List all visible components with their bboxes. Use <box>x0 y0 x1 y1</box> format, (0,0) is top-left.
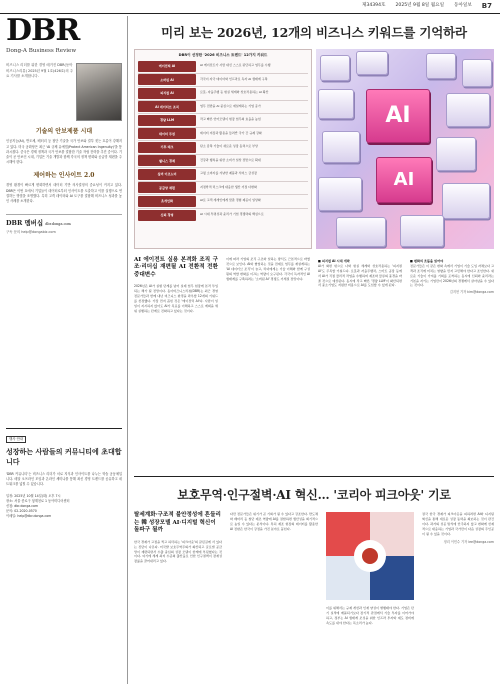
keyword-description: AI 에이전트가 사람 대신 스스로 판단하고 업무를 수행 <box>200 63 271 68</box>
keyword-description: 지정학적 리스크에 대응한 생산 거점 다변화 <box>200 184 257 189</box>
keyword-description: AI로 고객 개개인에게 맞춘 경험 제공이 일상화 <box>200 198 261 203</box>
sidebar-heading-1: 기술의 안보제품 시대 <box>35 128 93 136</box>
article-2-body <box>134 512 494 626</box>
article-1-column <box>410 257 494 314</box>
article-1-column <box>226 257 310 314</box>
newspaper-name: 동아일보 <box>454 3 472 9</box>
event-notice <box>6 436 122 519</box>
keyword-name: AI 네이티브 조직 <box>138 101 196 112</box>
keyboard-key <box>322 131 360 163</box>
ai-key <box>376 157 432 203</box>
dbr-membership-box <box>6 214 122 235</box>
column-text: 2026년은 AI가 실험 단계를 넘어 실제 업무 현장에 본격 투입되는 해가 될 전망이다. 동아비즈니스리뷰(DBR)는 최근 경영 전문가들과 함께 내년 비즈니스 환경을 좌우할 12개의 키워드를 선정했다. 가장 먼저 꼽힌 것은 '에이전틱 AI'다. 사람이 일일이 지시하지 않아도 AI가 목표를 이해하고 스스로 계획을 세워 실행하는 단계로 진화하고 있다는 것이다. <box>134 284 218 314</box>
ai-key-label: AI <box>385 102 411 128</box>
article-1-column <box>134 257 218 314</box>
keyword-row <box>138 195 308 209</box>
keyboard-key <box>336 217 386 247</box>
keyword-name: 에이전틱 AI <box>138 61 196 72</box>
ai-key-label: AI <box>393 168 415 190</box>
keyword-name: 공급망 재편 <box>138 182 196 193</box>
event-section-label: 행사 안내 <box>6 436 26 443</box>
keyword-name: 웰니스 경제 <box>138 155 196 166</box>
article-2-title: 보호무역·인구절벽·AI 혁신… '코리아 피크아웃' 기로 <box>177 488 451 502</box>
keyword-table <box>134 49 312 249</box>
keyword-name: 소버린 AI <box>138 74 196 85</box>
keyword-row <box>138 141 308 155</box>
subheading: ■ 변화의 흐름을 읽어야 <box>410 258 444 263</box>
keyword-name: 데이터 주권 <box>138 128 196 139</box>
keyword-row <box>138 182 308 196</box>
keyboard-key <box>442 183 490 219</box>
event-detail: 신청: dbr.donga.com <box>6 503 39 508</box>
article-1-byline: 김지현 기자 kim@donga.com <box>449 290 494 295</box>
edition-number: 제34394호 <box>361 3 386 9</box>
keyword-description: 업무 전반을 AI 중심으로 재설계하는 기업 증가 <box>200 103 261 108</box>
keyboard-key <box>318 89 354 119</box>
sidebar-heading-2: 제어하는 인사이트 2.0 <box>33 172 95 180</box>
keyword-row <box>138 101 308 115</box>
article-2-byline: 정리 이민수 기자 lee@donga.com <box>443 539 494 544</box>
sidebar-body-2: 경영 환경이 빠르게 변화하면서 데이터 기반 의사결정의 중요성이 커지고 있다. DBR은 이번 호에서 기업들이 데이터로부터 인사이트를 도출하고 이를 실행으로 연결하는 방법을 조명했다. 특히 고객 데이터와 AI 도구를 결합해 비즈니스 성과를 높인 사례를 소개한다. <box>6 183 122 203</box>
keyword-name: 기후 테크 <box>138 142 196 153</box>
column-text: 한국 경제가 고점을 찍고 하락하는 '피크아웃'의 갈림길에 서 있다는 진단이 나온다. 미국발 보호무역주의가 확산되고 글로벌 공급망이 재편되면서 수출 중심의 성장 모델이 한계에 부딪혔다는 것이다. 여기에 세계 최저 수준의 출산율로 인한 인구절벽이 잠재성장률을 끌어내리고 있다. <box>134 539 222 564</box>
issue-date: 2025년 9월 8일 월요일 <box>395 3 445 9</box>
article-1-figure <box>134 49 494 249</box>
article-divider <box>134 476 494 477</box>
article-2-column <box>422 512 494 626</box>
subheading: ■ 피지컬 AI 시대 개막 <box>318 258 350 263</box>
article-1-title: 미리 보는 2026년, 12개의 비즈니스 키워드를 기억하라 <box>161 25 467 40</box>
membership-site[interactable]: dbr.donga.com <box>45 222 71 227</box>
page-number: B7 <box>481 2 492 11</box>
article-1-body <box>134 257 494 314</box>
article-1-column <box>318 257 402 314</box>
keyword-name: 경량 LLM <box>138 115 196 126</box>
article-1 <box>134 16 494 314</box>
keyword-name: 피지컬 AI <box>138 88 196 99</box>
keyboard-key <box>318 177 362 211</box>
dbr-logo: DBR <box>6 13 80 48</box>
keyboard-key <box>446 93 490 127</box>
keyword-row <box>138 87 308 101</box>
membership-title: DBR 멤버십 <box>6 219 43 228</box>
page-header <box>0 0 500 14</box>
keyboard-key <box>426 53 456 79</box>
column-text: 결국 한국 경제가 피크아웃을 피하려면 AI와 디지털 혁신을 통해 새로운 성장 동력을 확보하는 것이 관건이다. 과거의 성공 방식에 안주하지 않고 변화에 선제적으로 대응하는 기업과 국가만이 다음 성장의 주인공이 될 수 있을 것이다. <box>422 512 494 536</box>
mosaic-center-dot <box>362 548 378 564</box>
column-text: 이에 따라 기업의 조직 구조와 일하는 방식도 근본적으로 바뀔 것으로 보인다. AI와 협업하는 것을 전제로 업무를 재설계하는 'AI 네이티브 조직'이 늘고, 리더에게는 기술 이해와 함께 구성원의 역할 변화를 이끄는 역량이 요구된다. 각국이 독자적인 AI 생태계를 구축하려는 '소버린 AI' 경쟁도 거세질 전망이다. <box>226 256 310 281</box>
keyword-description: 고령 소비자를 겨냥한 제품과 서비스 급성장 <box>200 171 257 176</box>
mosaic-illustration <box>326 512 414 600</box>
event-detail: 문의: 02-2020-0570 <box>6 509 37 514</box>
keyword-name: 실버 이코노미 <box>138 169 196 180</box>
keyword-description: AI 시대 투명성과 윤리가 기업 경쟁력의 핵심으로 <box>200 212 264 217</box>
event-body: 'DBR 커뮤니티'는 비즈니스 리더가 서로 지식과 인사이트를 나누는 학습 공동체입니다. 매달 오프라인 모임과 온라인 세미나를 통해 최신 경영 트렌드를 공유하고 네트워크를 넓힐 수 있습니다. <box>6 471 122 487</box>
membership-contact: 구독 문의 help@dongabiz.com <box>6 229 56 234</box>
article-2 <box>134 486 494 626</box>
keyword-name: 초개인화 <box>138 196 196 207</box>
article-2-lead <box>134 512 222 626</box>
keyword-row <box>138 168 308 182</box>
ai-key <box>366 89 430 143</box>
event-detail: 장소: 서울 종로구 청계천로 1 동아미디어센터 <box>6 498 70 503</box>
magazine-promo <box>6 63 122 121</box>
keyword-row <box>138 114 308 128</box>
column-text: AI가 화면 밖으로 나와 현실 세계와 상호작용하는 '피지컬 AI'도 주목할 키워드다. 로봇과 자율주행차, 스마트 공장 등에서 AI가 직접 물리적 작업을 수행하며 제조와 물류의 풍경을 바꿀 것으로 예상된다. 동시에 작고 빠른 '경량 LLM'이 확산되면서 중소기업도 저렴한 비용으로 AI를 도입할 수 있게 된다. <box>318 263 402 288</box>
keyboard-key <box>436 137 476 171</box>
keyword-description: 로봇, 자율주행 등 현실 세계와 상호작용하는 AI 확산 <box>200 90 269 95</box>
article-1-deck: AI 에이전트 실용 본격화 조직 구조·리더십 재편될 AI 전환적 전환 중대변수 <box>134 256 218 278</box>
keyword-row <box>138 128 308 142</box>
magazine-cover-image <box>76 63 122 121</box>
column-text: 다만 전문가들은 위기가 곧 기회가 될 수 있다고 강조한다. 반도체와 배터리 등 첨단 제조 역량에 AI를 결합하면 생산성을 획기적으로 높일 수 있다는 분석이다. 특히 제조 현장의 데이터를 활용한 AI 전환은 한국이 강점을 가진 분야로 꼽힌다. <box>230 512 318 531</box>
column-text: 전문가들은 이 같은 변화 속에서 기업이 기술 도입 자체보다 고객과 조직에 미치는 영향을 먼저 고민해야 한다고 조언한다. 새로운 기술이 가져올 기회를 포착하는 동시에 신뢰와 윤리라는 기본을 지키는 기업만이 2026년의 경쟁에서 살아남을 수 있다는 것이다. <box>410 263 494 288</box>
ai-keyboard-illustration <box>316 49 494 249</box>
column-text: 이를 위해서는 규제 개선과 인재 양성이 병행돼야 한다. 기업은 단기 실적에 매몰되기보다 장기적 관점에서 기술 투자를 이어가야 하고, 정부는 AI 생태계 조성을 위한 인프라 투자와 제도 정비에 속도를 내야 한다는 목소리가 높다. <box>326 606 414 625</box>
keyword-description: 데이터 저장과 활용을 둘러싼 국가 간 규제 강화 <box>200 130 262 135</box>
article-2-column <box>230 512 318 626</box>
event-detail: 일정: 2025년 10월 14일(화) 오후 7시 <box>6 493 61 498</box>
article-2-image-column <box>326 512 414 626</box>
keyword-rows <box>138 60 308 222</box>
column-divider <box>127 16 128 684</box>
keyword-row <box>138 74 308 88</box>
keyboard-key <box>356 51 388 75</box>
dbr-logo-subtitle: Dong-A Business Review <box>6 48 77 54</box>
keyword-row <box>138 155 308 169</box>
keyword-description: 건강과 행복을 위한 소비가 일상 전반으로 확대 <box>200 157 261 162</box>
keyboard-key <box>400 215 444 247</box>
keyword-description: 작고 빠른 언어모델이 현장 업무의 효율을 높임 <box>200 117 261 122</box>
keyword-description: 탄소 감축 기술이 새로운 성장 동력으로 부상 <box>200 144 258 149</box>
keyboard-key <box>462 59 492 87</box>
event-details-list <box>6 494 122 520</box>
sidebar <box>6 13 122 686</box>
keyword-table-title: DBR이 선정한 '2026 비즈니스 트렌드' 12가지 키워드 <box>178 52 268 57</box>
article-2-deck: 탈세계화·구조적 불안정성에 흔들리는 韓 성장모델 AI·디지털 혁신이 돌파구 될까 <box>134 512 221 534</box>
promo-text: 비즈니스 리더를 위한 경영 매거진 DBR(동아비즈니스리뷰) 2025년 9월 1호(426호)의 주요 기사를 소개합니다. <box>6 63 73 78</box>
keyboard-key <box>320 55 350 81</box>
sidebar-body-1: 인공지능(AI), 반도체, 배터리 등 첨단 기술을 국가 안보와 결부 짓는 흐름이 강해지고 있다. 미국 공화당은 최근 'AI 규제 유예법(Protect American Ingenuity)'을 통과시켰다. 중국은 경제 정책과 국가 안보를 결합한 기술 자립 전략을 추진 중이다. 기술이 곧 안보인 시대, 기업은 기술 개발과 함께 각국의 정책 변화와 공급망 재편을 주시해야 한다. <box>6 139 122 165</box>
keyword-row <box>138 60 308 74</box>
keyword-row <box>138 209 308 223</box>
event-title: 성장하는 사람들의 커뮤니티에 초대합니다 <box>6 447 122 466</box>
event-detail: 이메일: help@dbr.donga.com <box>6 514 52 519</box>
keyword-description: 각국이 자국 데이터와 인프라로 독자 AI 생태계 구축 <box>200 76 268 81</box>
sidebar-divider <box>6 428 122 429</box>
keyword-name: 신뢰 경영 <box>138 210 196 221</box>
